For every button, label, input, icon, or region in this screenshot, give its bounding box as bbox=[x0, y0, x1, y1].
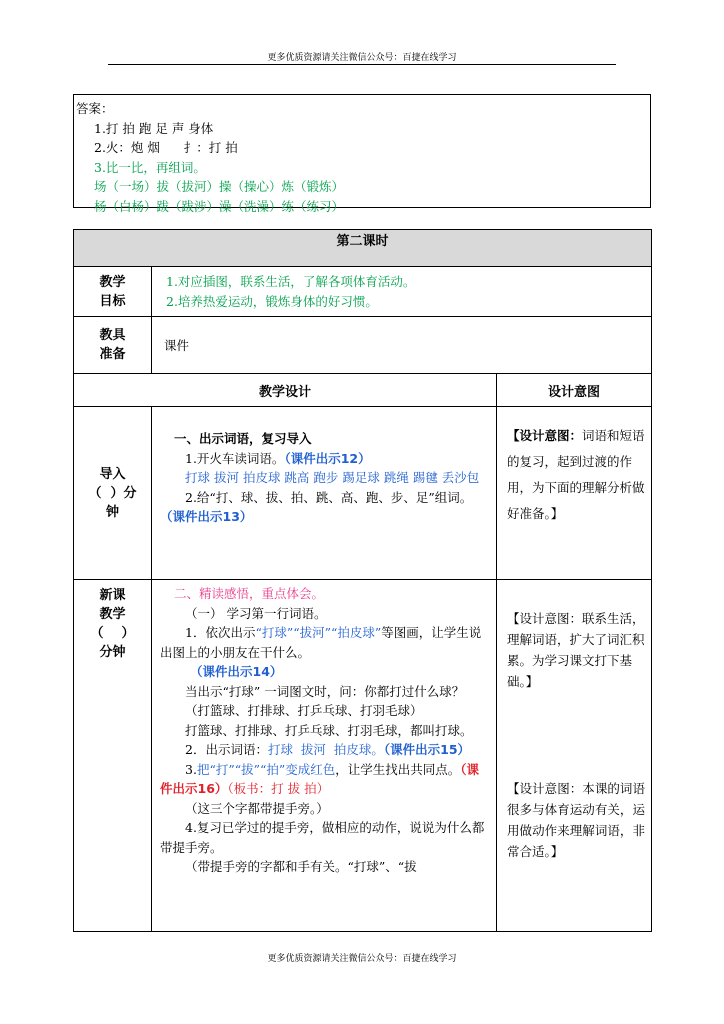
goals-label-1: 教学 bbox=[99, 274, 126, 290]
intro-heading: 一、出示词语，复习导入 bbox=[174, 431, 312, 446]
new-p4: 打篮球、打排球、打乒乓球、打羽毛球，都叫打球。 bbox=[185, 722, 473, 738]
new-p5a: 2．出示词语： bbox=[185, 742, 268, 757]
answer-box bbox=[73, 94, 651, 214]
new-p2: 当出示“打球” 一词图文时，问：你都打过什么球？ bbox=[185, 683, 465, 699]
prep-value: 课件 bbox=[152, 317, 652, 374]
answer-line-3: 3.比一比，再组词。 bbox=[94, 159, 206, 175]
board-note: （板书：打 拔 拍） bbox=[227, 781, 330, 796]
intro-label-3: 钟 bbox=[105, 504, 119, 520]
new-p5-words: 打球 拔河 拍皮球。 bbox=[267, 742, 384, 757]
prep-label-1: 教具 bbox=[99, 328, 126, 343]
goal-2: 2.培养热爱运动，锻炼身体的好习惯。 bbox=[166, 293, 378, 309]
new-p1-words: “打球”“拔河”“拍皮球” bbox=[255, 625, 382, 640]
answer-line-1: 1.打 拍 跑 足 声 身体 bbox=[94, 120, 214, 136]
intro-step-1: 1.开火车读词语。 bbox=[185, 450, 285, 466]
new-p7: （这三个字都带提手旁。） bbox=[185, 800, 329, 816]
new-p8: 4.复习已学过的提手旁，做相应的动作，说说为什么都带提手旁。 bbox=[160, 820, 485, 855]
prep-label bbox=[74, 317, 152, 374]
new-lesson-row bbox=[74, 580, 652, 932]
lesson-plan-table bbox=[73, 229, 652, 932]
goals-label-2: 目标 bbox=[99, 293, 126, 309]
intro-intent-text: 词语和短语的复习，起到过渡的作用，为下面的理解分析做好准备。】 bbox=[507, 428, 645, 521]
new-intent-2: 【设计意图：本课的词语很多与体育运动有关，运用做动作来理解词语，非常合适。】 bbox=[507, 781, 645, 859]
intro-label-1: 导入 bbox=[99, 466, 126, 482]
answer-label: 答案： bbox=[76, 101, 114, 116]
new-p6b: ，让学生找出共同点。 bbox=[335, 761, 461, 777]
new-p1a: 1．依次出示 bbox=[185, 625, 256, 640]
new-label-4: 分钟 bbox=[99, 645, 126, 660]
col-intent-header: 设计意图 bbox=[497, 374, 652, 407]
new-ref-14: （课件出示14） bbox=[190, 664, 283, 679]
new-intent bbox=[497, 580, 652, 932]
page-footer: 更多优质资源请关注微信公众号：百捷在线学习 bbox=[267, 954, 457, 964]
col-design-header: 教学设计 bbox=[74, 374, 497, 407]
new-lesson-content bbox=[152, 580, 497, 932]
new-ref-16: （课件出示16） bbox=[160, 761, 480, 796]
goals-label bbox=[74, 267, 152, 317]
page-header: 更多优质资源请关注微信公众号：百捷在线学习 bbox=[267, 53, 457, 63]
intro-ref-12: （课件出示12） bbox=[284, 450, 371, 466]
new-ref-15: （课件出示15） bbox=[383, 742, 471, 757]
new-p1b: 等图画，让学生说出图上的小朋友在干什么。 bbox=[160, 625, 482, 660]
new-intent-1: 【设计意图：联系生活，理解词语，扩大了词汇积累。为学习课文打下基础。】 bbox=[507, 611, 645, 689]
intro-intent-tag: 【设计意图： bbox=[507, 428, 583, 443]
intro-step-2: 2.给“打、球、拔、拍、跳、高、跑、步、足”组词。 bbox=[185, 489, 473, 505]
goal-1: 1.对应插图，联系生活，了解各项体育活动。 bbox=[166, 274, 416, 289]
new-label-3: （ ） bbox=[90, 626, 135, 641]
answer-line-2: 2.火：炮 烟 扌：打 拍 bbox=[94, 140, 238, 155]
intro-label bbox=[74, 407, 152, 580]
answer-line-4: 场（一场）拔（拔河）操（操心）炼（锻炼） bbox=[94, 179, 345, 194]
goals-row bbox=[74, 267, 652, 317]
intro-words: 打球 拔河 拍皮球 跳高 跑步 踢足球 跳绳 踢毽 丢沙包 bbox=[185, 470, 480, 485]
new-sub-1: （一） 学习第一行词语。 bbox=[185, 605, 327, 621]
intro-ref-13: （课件出示13） bbox=[160, 509, 253, 524]
new-p3: （打篮球、打排球、打乒乓球、打羽毛球） bbox=[185, 703, 423, 718]
intro-label-2: （ ）分 bbox=[88, 485, 137, 501]
new-p6a: 3. bbox=[185, 761, 197, 777]
new-lesson-label bbox=[74, 580, 152, 932]
intro-row bbox=[74, 407, 652, 580]
lesson-title-row bbox=[74, 230, 652, 267]
column-header-row bbox=[74, 374, 652, 407]
header-divider bbox=[108, 64, 616, 65]
answer-line-5: 杨（白杨）跋（跋涉）澡（洗澡）练（练习） bbox=[94, 198, 345, 214]
new-label-1: 新课 bbox=[99, 588, 126, 603]
new-label-2: 教学 bbox=[99, 607, 126, 622]
lesson-title: 第二课时 bbox=[74, 230, 652, 267]
new-p9: （带提手旁的字都和手有关。“打球”、“拔 bbox=[185, 859, 417, 874]
intro-content bbox=[152, 407, 497, 580]
intro-intent bbox=[497, 407, 652, 580]
goals-content bbox=[152, 267, 652, 317]
new-p6-blue: 把“打”“拔”“拍”变成红色 bbox=[196, 761, 336, 777]
prep-row bbox=[74, 317, 652, 374]
prep-label-2: 准备 bbox=[99, 347, 126, 362]
new-heading: 二、精读感悟，重点体会。 bbox=[174, 586, 325, 601]
